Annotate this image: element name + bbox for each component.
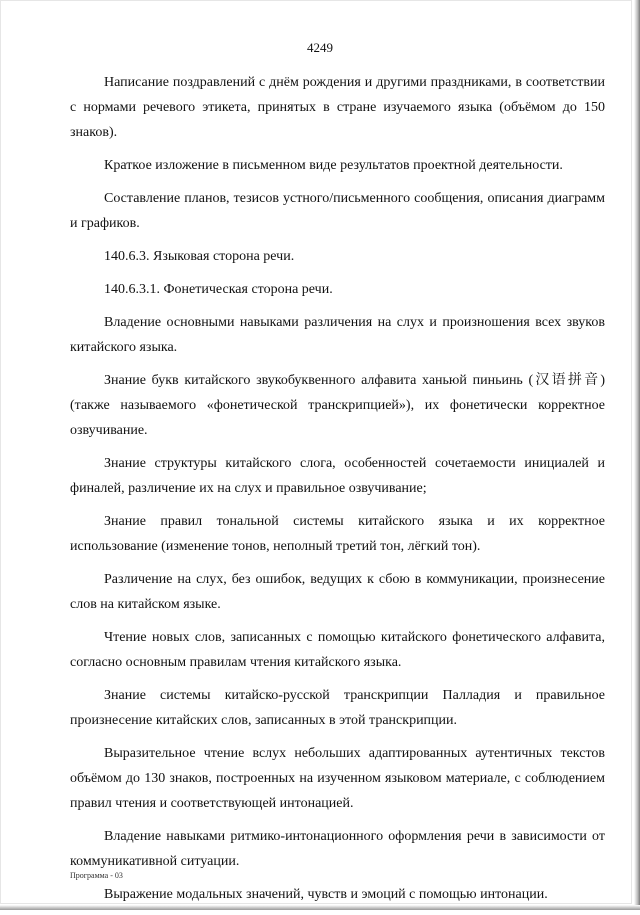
subsection-heading: 140.6.3.1. Фонетическая сторона речи. <box>104 282 333 297</box>
section-heading: 140.6.3. Языковая сторона речи. <box>104 249 295 264</box>
paragraph: Краткое изложение в письменном виде результатов проектной деятельности. <box>104 158 563 173</box>
paragraph: Различение на слух, без ошибок, ведущих к сбою в коммуникации, произнесение слов на китайском языке. <box>70 572 605 612</box>
paragraph: Знание системы китайско-русской транскрипции Палладия и правильное произнесение китайских слов, записанных в этой транскрипции. <box>70 688 605 728</box>
paragraph: Выражение модальных значений, чувств и эмоций с помощью интонации. <box>104 887 548 902</box>
scan-shadow-right <box>634 0 640 910</box>
paragraph: Написание поздравлений с днём рождения и другими праздниками, в соответствии с нормами речевого этикета, принятых в стране изучаемого языка (объёмом до 150 знаков). <box>70 75 605 140</box>
page-number: 4249 <box>307 40 333 55</box>
paragraph: Знание букв китайского звукобуквенного алфавита ханьюй пиньинь (汉语拼音) (также называемого «фонетической транскрипцией»), их фонетически корректное озвучивание. <box>70 373 605 438</box>
document-body <box>70 70 605 915</box>
paragraph: Выразительное чтение вслух небольших адаптированных аутентичных текстов объёмом до 130 знаков, построенных на изученном языковом материале, с соблюдением правил чтения и соответствующей интонацией. <box>70 746 605 811</box>
paragraph: Владение навыками ритмико-интонационного оформления речи в зависимости от коммуникативной ситуации. <box>70 829 605 869</box>
paragraph: Знание структуры китайского слога, особенностей сочетаемости инициалей и финалей, различение их на слух и правильное озвучивание; <box>70 456 605 496</box>
footer-program-label: Программа - 03 <box>70 871 123 880</box>
paragraph: Чтение новых слов, записанных с помощью китайского фонетического алфавита, согласно основным правилам чтения китайского языка. <box>70 630 605 670</box>
paragraph: Составление планов, тезисов устного/письменного сообщения, описания диаграмм и графиков. <box>70 191 605 231</box>
paragraph: Знание правил тональной системы китайского языка и их корректное использование (изменение тонов, неполный третий тон, лёгкий тон). <box>70 514 605 554</box>
paragraph: Владение основными навыками различения на слух и произношения всех звуков китайского языка. <box>70 315 605 355</box>
